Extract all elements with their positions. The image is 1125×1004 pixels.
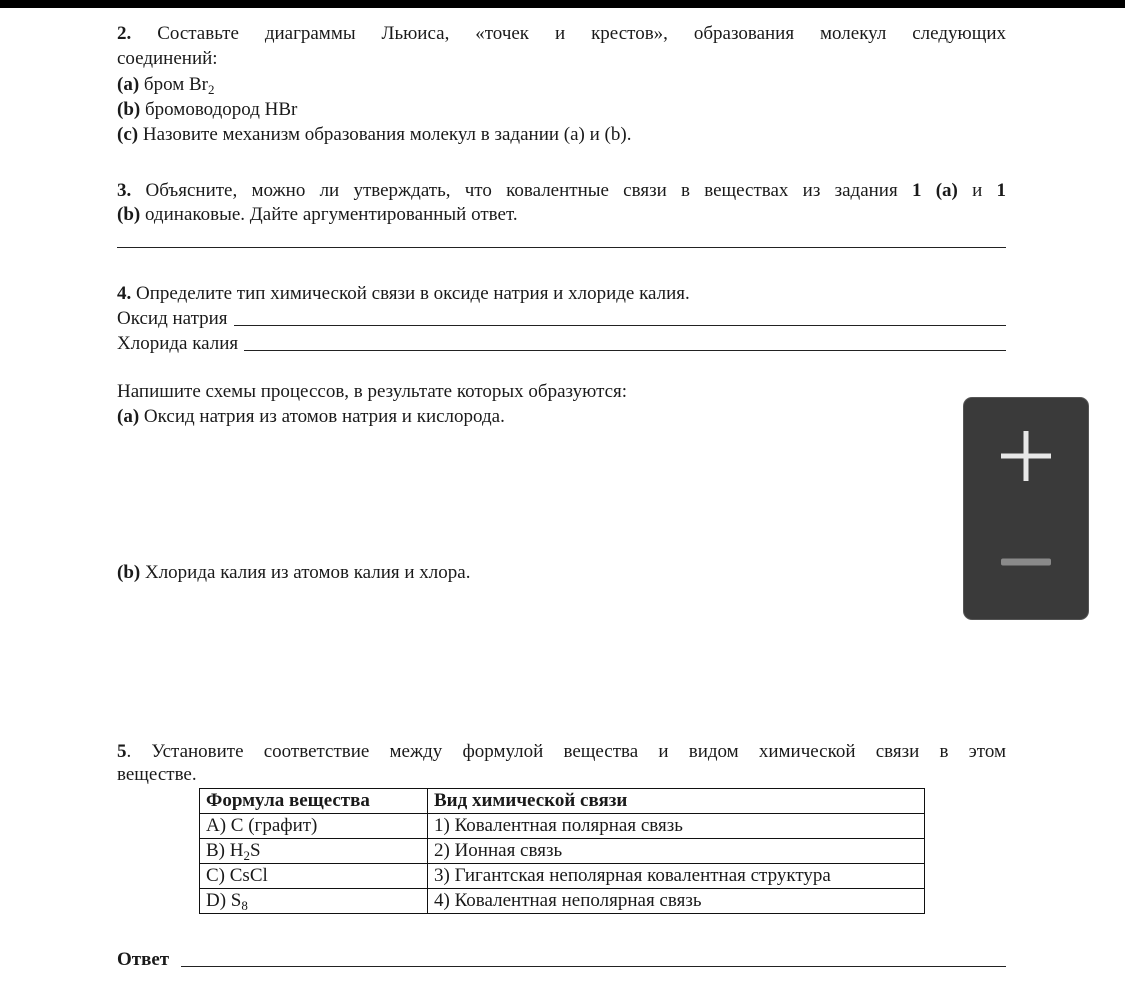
minus-icon <box>998 534 1054 590</box>
task4-b-label: (b) <box>117 562 141 583</box>
task4-field2-label: Хлорида калия <box>117 333 239 354</box>
table-cell-formula: B) $H_2S$ <box>200 839 428 864</box>
task3-line2-text: одинаковые. Дайте аргументированный ответ. <box>144 204 518 225</box>
task4-b-text: Хлорида калия из атомов калия и хлора. <box>144 562 471 583</box>
task4-a-label: (a) <box>117 406 140 427</box>
task5-line1 <box>117 741 1006 763</box>
table-header-formula: Формула вещества <box>200 789 428 814</box>
task2-b-text: бромоводород HBr <box>144 99 298 120</box>
answer-line[interactable] <box>181 966 1006 967</box>
table-cell-bond: 3) Гигантская неполярная ковалентная структура <box>428 864 925 889</box>
task4-field1-label: Оксид натрия <box>117 308 228 329</box>
table-row <box>200 814 925 839</box>
task3-ref1: 1 (a) <box>911 180 958 201</box>
viewer-top-bar <box>0 0 1125 8</box>
task3-line1 <box>117 180 1006 202</box>
task2-line1-text: Составьте диаграммы Льюиса, «точек и крестов», образования молекул следующих <box>157 23 1006 44</box>
task4-number: 4. <box>117 283 132 304</box>
task2-b-label: (b) <box>117 99 141 120</box>
table-row <box>200 889 925 914</box>
task2-line1 <box>117 23 1006 45</box>
task3-line1-text: Объясните, можно ли утверждать, что ковалентные связи в веществах из задания <box>145 180 898 201</box>
task2-a-label: (a) <box>117 74 140 95</box>
table-header-row <box>200 789 925 814</box>
task3-ref2: 1 <box>996 180 1007 201</box>
matching-table <box>199 788 925 914</box>
task2-line2: соединений: <box>117 48 218 69</box>
task4-a-text: Оксид натрия из атомов натрия и кислорода. <box>143 406 505 427</box>
task2-c-text: Назовите механизм образования молекул в задании (a) и (b). <box>142 124 632 145</box>
task4-field-potassium-chloride <box>117 333 1006 355</box>
task2-number: 2. <box>117 23 132 44</box>
task3-number: 3. <box>117 180 132 201</box>
zoom-controls <box>964 398 1088 619</box>
task4-scheme-a <box>117 406 505 428</box>
task3-line2-ref: (b) <box>117 204 141 225</box>
task2-item-b <box>117 99 297 121</box>
zoom-out-button[interactable] <box>964 512 1088 612</box>
task3-answer-line[interactable] <box>117 247 1006 248</box>
task4-question <box>117 283 690 305</box>
task4-schemes-prompt: Напишите схемы процессов, в результате которых образуются: <box>117 381 628 402</box>
answer-field <box>117 949 1006 971</box>
task2-item-a <box>117 74 215 96</box>
table-cell-formula: A) C (графит) <box>200 814 428 839</box>
plus-icon <box>998 428 1054 484</box>
table-cell-bond: 4) Ковалентная неполярная связь <box>428 889 925 914</box>
task2-a-subscript: 2 <box>208 82 215 97</box>
task5-number: 5 <box>117 741 127 762</box>
task4-field2-line[interactable] <box>244 350 1006 351</box>
task5-line1-text: . Установите соответствие между формулой вещества и видом химической связи в этом <box>126 741 1006 762</box>
table-cell-bond: 2) Ионная связь <box>428 839 925 864</box>
table-cell-formula: C) CsCl <box>200 864 428 889</box>
table-cell-bond: 1) Ковалентная полярная связь <box>428 814 925 839</box>
zoom-in-button[interactable] <box>964 406 1088 506</box>
task4-field-sodium-oxide <box>117 308 1006 330</box>
answer-label: Ответ <box>117 949 170 970</box>
task3-line2 <box>117 204 518 226</box>
task2-c-label: (c) <box>117 124 139 145</box>
table-cell-formula: D) $S_8$ <box>200 889 428 914</box>
table-row <box>200 839 925 864</box>
task2-item-c <box>117 124 631 146</box>
task4-field1-line[interactable] <box>234 325 1006 326</box>
task4-question-text: Определите тип химической связи в оксиде натрия и хлориде калия. <box>136 283 690 304</box>
task5-line2: веществе. <box>117 764 197 785</box>
task2-a-text: бром Br <box>143 74 208 95</box>
table-header-bond: Вид химической связи <box>428 789 925 814</box>
table-row <box>200 864 925 889</box>
task4-scheme-b <box>117 562 470 584</box>
task3-and: и <box>972 180 983 201</box>
